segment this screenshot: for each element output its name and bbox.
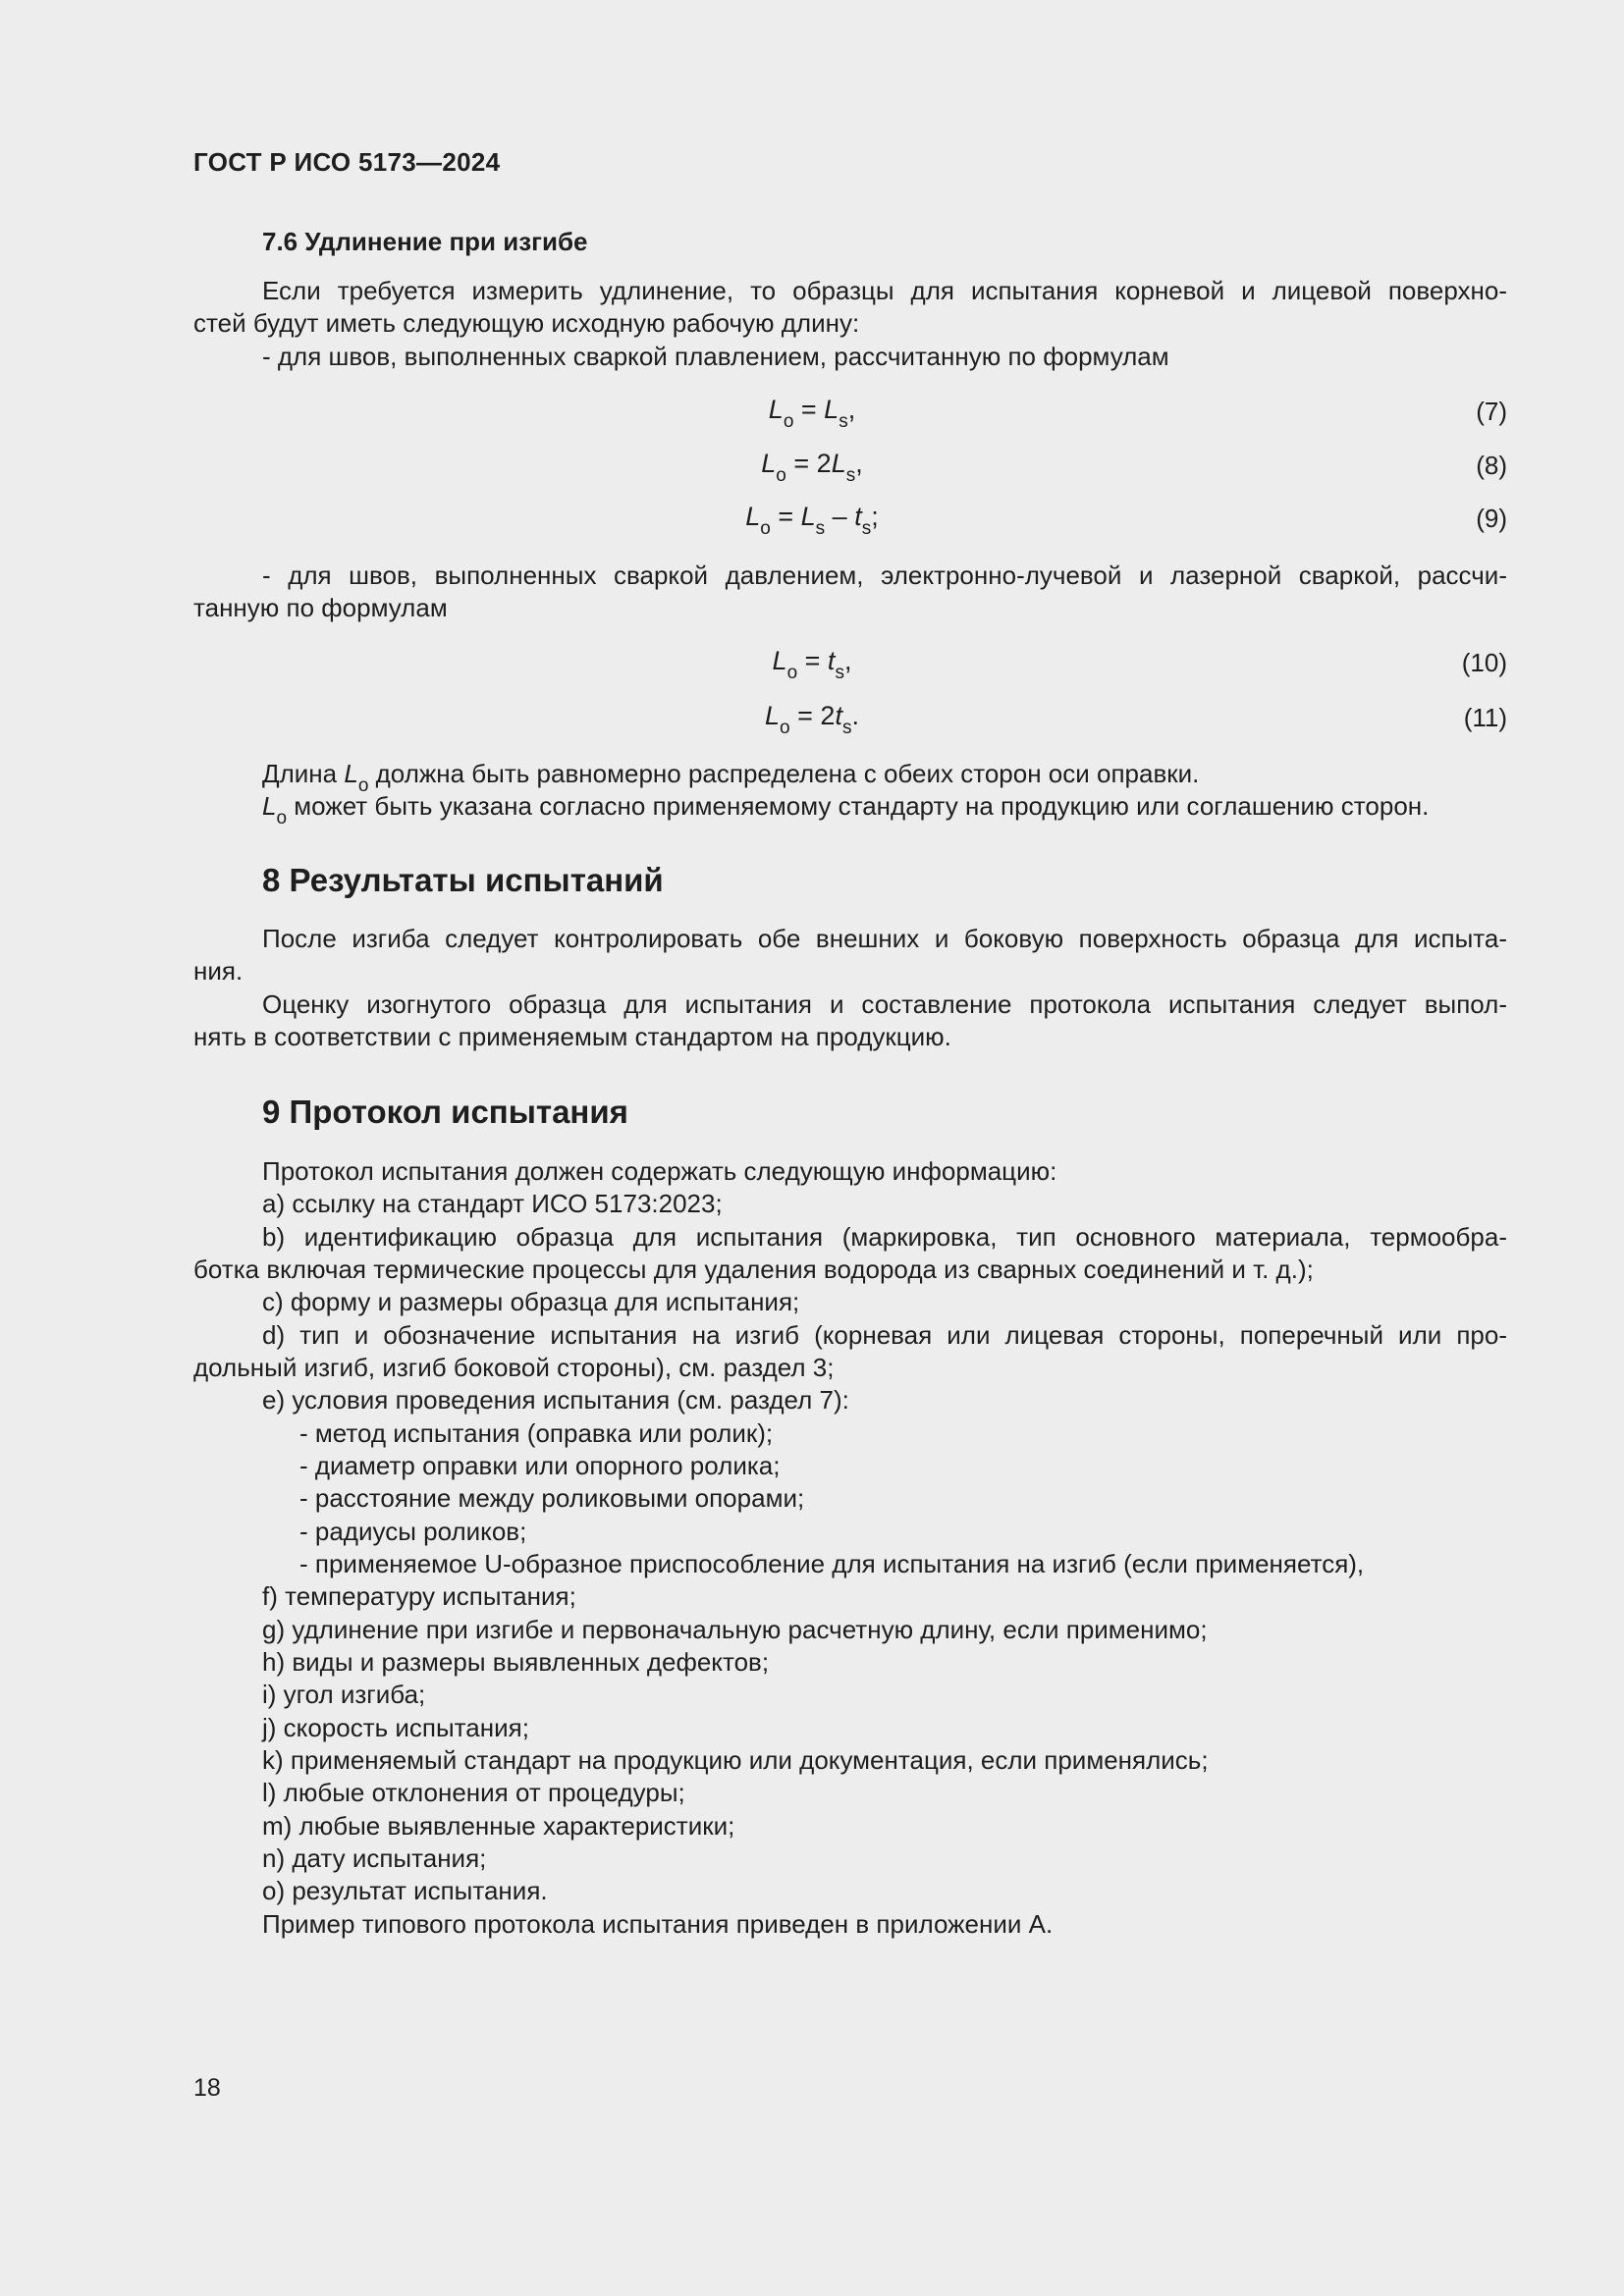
lo-note: $L_o$ может быть указана согласно применяемому стандарту на продукцию или соглашению сторон.	[262, 791, 1430, 828]
list-subitem: - диаметр оправки или опорного ролика;	[299, 1451, 781, 1480]
section-8-p1-line2: ния.	[193, 956, 244, 986]
list-subitem: - радиусы роликов;	[299, 1517, 527, 1546]
bullet-pressure-welding-line1: - для швов, выполненных сваркой давлением, электронно-лучевой и лазерной сваркой, рассчи-	[262, 561, 1507, 590]
formula-10: $L_o = t_s$,	[772, 646, 852, 683]
list-item-g: g) удлинение при изгибе и первоначальную расчетную длину, если применимо;	[262, 1615, 1208, 1644]
list-item-c: c) форму и размеры образца для испытания;	[262, 1287, 800, 1316]
formula-8: $L_o = 2L_s$,	[761, 449, 863, 486]
list-subitem: - применяемое U-образное приспособление для испытания на изгиб (если применяется),	[299, 1549, 1365, 1578]
section-7-6-title: 7.6 Удлинение при изгибе	[262, 227, 588, 256]
formula-number-9: (9)	[1476, 504, 1507, 533]
list-item-j: j) скорость испытания;	[262, 1713, 529, 1742]
section-8-p2-line1: Оценку изогнутого образца для испытания и составление протокола испытания следует выпол-	[262, 989, 1507, 1019]
length-note: Длина $L_o$ должна быть равномерно распределена с обеих сторон оси оправки.	[262, 759, 1200, 796]
list-subitem: - метод испытания (оправка или ролик);	[299, 1418, 774, 1448]
list-item-n: n) дату испытания;	[262, 1843, 487, 1873]
formula-9: $L_o = L_s - t_s$;	[745, 502, 879, 539]
formula-11: $L_o = 2t_s$.	[765, 701, 859, 738]
list-item-f: f) температуру испытания;	[262, 1581, 576, 1611]
formula-number-10: (10)	[1461, 648, 1507, 677]
list-item-e: e) условия проведения испытания (см. раздел 7):	[262, 1385, 849, 1415]
list-item-o: o) результат испытания.	[262, 1876, 548, 1905]
list-item-l: l) любые отклонения от процедуры;	[262, 1778, 685, 1807]
section-8-p2-line2: нять в соответствии с применяемым стандартом на продукцию.	[193, 1022, 951, 1051]
section-9-title: 9 Протокол испытания	[262, 1094, 628, 1130]
list-item-b-line1: b) идентификацию образца для испытания (маркировка, тип основного материала, термообра-	[262, 1222, 1507, 1252]
list-item-d-line2: дольный изгиб, изгиб боковой стороны), см. раздел 3;	[193, 1353, 835, 1382]
section-9-closing: Пример типового протокола испытания приведен в приложении А.	[262, 1909, 1054, 1939]
document-header: ГОСТ Р ИСО 5173—2024	[193, 147, 501, 177]
list-item-h: h) виды и размеры выявленных дефектов;	[262, 1647, 770, 1677]
list-item-b-line2: ботка включая термические процессы для удаления водорода из сварных соединений и т. д.);	[193, 1255, 1314, 1284]
section-8-title: 8 Результаты испытаний	[262, 862, 664, 898]
list-item-d-line1: d) тип и обозначение испытания на изгиб (корневая или лицевая стороны, поперечный или про-	[262, 1320, 1507, 1350]
section-7-6-intro-line2: стей будут иметь следующую исходную рабочую длину:	[193, 308, 860, 338]
bullet-fusion-welding: - для швов, выполненных сваркой плавлением, рассчитанную по формулам	[262, 342, 1169, 371]
list-item-m: m) любые выявленные характеристики;	[262, 1811, 735, 1841]
page-number: 18	[193, 2074, 221, 2102]
list-subitem: - расстояние между роликовыми опорами;	[299, 1483, 805, 1513]
formula-number-11: (11)	[1463, 703, 1507, 732]
list-item-a: a) ссылку на стандарт ИСО 5173:2023;	[262, 1189, 723, 1218]
section-9-intro: Протокол испытания должен содержать следующую информацию:	[262, 1156, 1057, 1186]
list-item-k: k) применяемый стандарт на продукцию или документация, если применялись;	[262, 1745, 1209, 1775]
section-7-6-intro-line1: Если требуется измерить удлинение, то образцы для испытания корневой и лицевой поверхно-	[262, 276, 1507, 305]
formula-number-8: (8)	[1476, 451, 1507, 480]
list-item-i: i) угол изгиба;	[262, 1680, 426, 1709]
bullet-pressure-welding-line2: танную по формулам	[193, 593, 448, 622]
formula-number-7: (7)	[1476, 397, 1507, 426]
formula-7: $L_o = L_s$,	[768, 395, 856, 432]
section-8-p1-line1: После изгиба следует контролировать обе внешних и боковую поверхность образца для испыта-	[262, 924, 1507, 953]
